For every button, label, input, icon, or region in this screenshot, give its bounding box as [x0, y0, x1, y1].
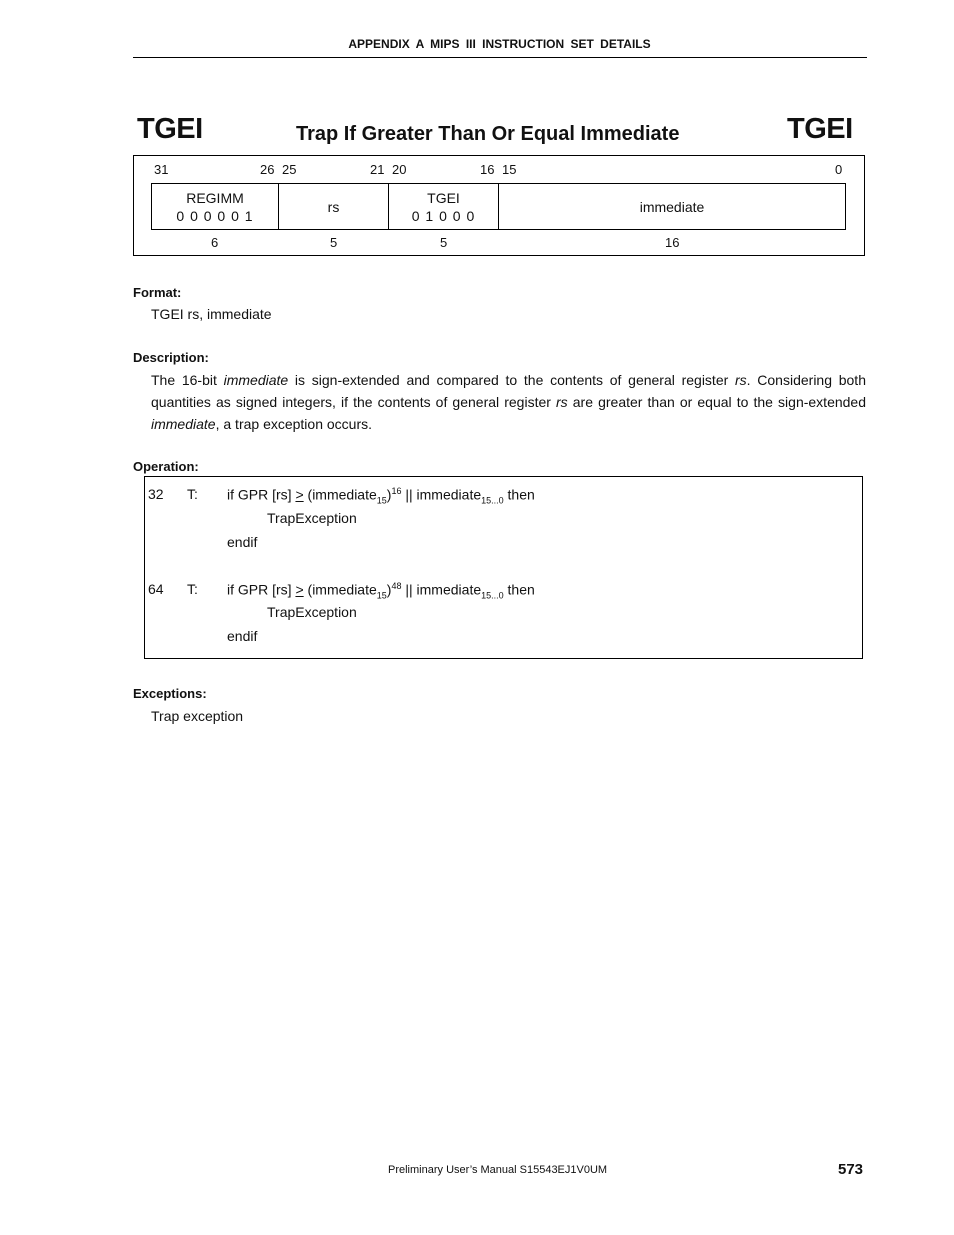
op-action: TrapException: [267, 510, 357, 526]
footer-text: Preliminary User’s Manual S15543EJ1V0UM: [388, 1164, 608, 1176]
op-endif: endif: [227, 534, 258, 550]
field-name: REGIMM: [186, 189, 244, 206]
header-rule: [133, 57, 867, 58]
bit-21: 21: [370, 162, 385, 177]
running-header: APPENDIX A MIPS III INSTRUCTION SET DETAILS: [348, 37, 651, 51]
bit-15: 15: [502, 162, 517, 177]
op-action: TrapException: [267, 604, 357, 620]
field-name: TGEI: [427, 189, 460, 206]
field-width: 16: [665, 235, 680, 250]
field-tgei: [389, 184, 499, 229]
field-immediate: [499, 184, 845, 229]
op-bits-64: 64: [148, 581, 164, 597]
field-regimm: [152, 184, 279, 229]
field-name: rs: [327, 198, 340, 215]
op-condition: if GPR [rs] > (immediate$_{15}$)$^{48}$ || immediate$_{15...0}$ then: [227, 581, 535, 601]
instruction-fields: [151, 183, 846, 230]
format-text: TGEI rs, immediate: [151, 306, 272, 322]
op-bits-32: 32: [148, 486, 164, 502]
bit-0: 0: [835, 162, 843, 177]
mnemonic-right: TGEI: [787, 113, 853, 145]
field-name: immediate: [639, 198, 705, 215]
field-width: 6: [211, 235, 219, 250]
mnemonic-left: TGEI: [137, 113, 203, 145]
description-heading: Description:: [133, 350, 209, 365]
field-width: 5: [440, 235, 448, 250]
exceptions-text: Trap exception: [151, 708, 244, 724]
exceptions-heading: Exceptions:: [133, 686, 207, 701]
operation-heading: Operation:: [133, 459, 199, 474]
op-endif: endif: [227, 628, 258, 644]
bit-20: 20: [392, 162, 407, 177]
field-value: 0 1 0 0 0: [411, 207, 476, 224]
format-heading: Format:: [133, 285, 182, 300]
field-width: 5: [330, 235, 338, 250]
op-phase: T:: [187, 581, 198, 597]
field-rs: [279, 184, 389, 229]
description-text: The 16-bit immediate is sign-extended and compared to the contents of general register rs. Considering both quantities as signed integers, if the contents of general register rs are greater than or equal to the sign-extended immediate, a trap exception occurs.: [151, 372, 867, 432]
bit-25: 25: [282, 162, 297, 177]
bit-16: 16: [480, 162, 495, 177]
op-phase: T:: [187, 486, 198, 502]
field-value: 0 0 0 0 0 1: [176, 207, 254, 224]
bit-31: 31: [154, 162, 169, 177]
bit-26: 26: [260, 162, 275, 177]
instruction-title: Trap If Greater Than Or Equal Immediate: [296, 123, 680, 145]
op-condition: if GPR [rs] > (immediate$_{15}$)$^{16}$ || immediate$_{15...0}$ then: [227, 486, 535, 506]
page-number: 573: [838, 1161, 864, 1178]
